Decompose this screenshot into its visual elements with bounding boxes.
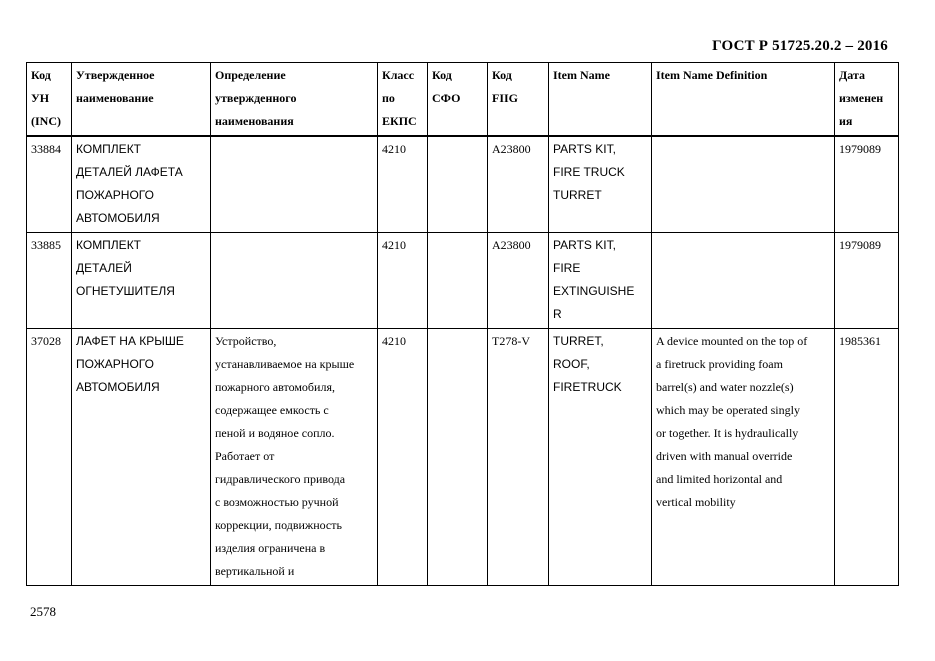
cell-item-name: PARTS KIT, FIRE TRUCK TURRET <box>549 136 652 233</box>
table-row <box>27 329 899 586</box>
cell-definition <box>211 233 378 329</box>
header-row <box>27 63 899 137</box>
header-inc: Код УН (INC) <box>27 63 72 137</box>
cell-item-definition: A device mounted on the top of a firetruck providing foam barrel(s) and water nozzle(s) which may be operated singly or together. It is hydraulically driven with manual override and limited horizontal and vertical mobility <box>652 329 835 586</box>
cell-sfo <box>428 233 488 329</box>
cell-approved-name: ЛАФЕТ НА КРЫШЕ ПОЖАРНОГО АВТОМОБИЛЯ <box>72 329 211 586</box>
page-number: 2578 <box>30 604 56 619</box>
header-item-name-definition: Item Name Definition <box>652 63 835 137</box>
cell-change-date: 1979089 <box>835 136 899 233</box>
cell-change-date: 1979089 <box>835 233 899 329</box>
cell-item-definition <box>652 136 835 233</box>
cell-item-name: TURRET, ROOF, FIRETRUCK <box>549 329 652 586</box>
header-class: Класс по ЕКПС <box>378 63 428 137</box>
cell-fiig: A23800 <box>488 233 549 329</box>
cell-inc: 37028 <box>27 329 72 586</box>
cell-inc: 33884 <box>27 136 72 233</box>
header-fiig: Код FIIG <box>488 63 549 137</box>
cell-fiig: A23800 <box>488 136 549 233</box>
cell-change-date: 1985361 <box>835 329 899 586</box>
cell-approved-name: КОМПЛЕКТ ДЕТАЛЕЙ ЛАФЕТА ПОЖАРНОГО АВТОМОБИЛЯ <box>72 136 211 233</box>
table-row <box>27 136 899 233</box>
cell-approved-name: КОМПЛЕКТ ДЕТАЛЕЙ ОГНЕТУШИТЕЛЯ <box>72 233 211 329</box>
cell-definition: Устройство, устанавливаемое на крыше пожарного автомобиля, содержащее емкость с пеной и водяное сопло. Работает от гидравлического привода с возможностью ручной коррекции, подвижность изделия ограничена в вертикальной и <box>211 329 378 586</box>
classification-table <box>26 62 899 586</box>
cell-class: 4210 <box>378 136 428 233</box>
cell-item-name: PARTS KIT, FIRE EXTINGUISHE R <box>549 233 652 329</box>
header-name-definition: Определение утвержденного наименования <box>211 63 378 137</box>
cell-class: 4210 <box>378 329 428 586</box>
table-row <box>27 233 899 329</box>
cell-inc: 33885 <box>27 233 72 329</box>
cell-sfo <box>428 329 488 586</box>
cell-class: 4210 <box>378 233 428 329</box>
header-sfo: Код СФО <box>428 63 488 137</box>
cell-fiig: T278-V <box>488 329 549 586</box>
cell-definition <box>211 136 378 233</box>
cell-item-definition <box>652 233 835 329</box>
header-item-name: Item Name <box>549 63 652 137</box>
header-change-date: Дата изменен ия <box>835 63 899 137</box>
cell-sfo <box>428 136 488 233</box>
standard-designation: ГОСТ Р 51725.20.2 – 2016 <box>712 38 888 54</box>
header-approved-name: Утвержденное наименование <box>72 63 211 137</box>
